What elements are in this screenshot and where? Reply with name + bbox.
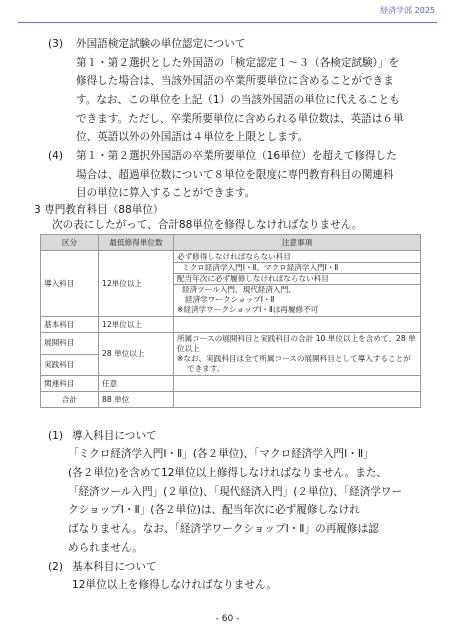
category-cell: 関連科目 (41, 376, 99, 392)
units-cell: 28 単位以上 (99, 333, 174, 376)
note2-number: (2) (48, 561, 64, 573)
note-line: 経済ツール入門、現代経済入門、 (174, 284, 420, 295)
note1-line: (各２単位)を含めて12単位以上修得しなければなりません。また、 (68, 467, 388, 479)
column-header: 区分 (41, 235, 99, 251)
table-row-intro (41, 251, 421, 317)
category-cell: 実践科目 (41, 354, 99, 376)
item4-line: 第１・第２選択外国語の卒業所要単位（16単位）を超えて修得した (76, 150, 397, 162)
note1-number: (1) (48, 430, 64, 442)
item3-line: 修得した場合は、当該外国語の卒業所要単位に含めることができま (76, 75, 394, 87)
note-line: ※なお、実践科目は全て所属コースの展開科目として導入することができます。 (177, 354, 411, 373)
column-header: 注意事項 (174, 235, 421, 251)
column-header: 最低修得単位数 (99, 235, 174, 251)
notes-cell (174, 333, 421, 376)
notes-cell (174, 317, 421, 333)
notes-cell (174, 392, 421, 408)
item3-line: す。なお、この単位を上記（1）の当該外国語の単位に代えることも (76, 94, 400, 106)
page-number: - 60 - (215, 614, 240, 624)
section3-intro: 次の表にしたがって、合計88単位を修得しなければなりません。 (52, 219, 363, 231)
requirements-table (40, 234, 420, 408)
note1-line: 「経済ツール入門」(２単位)、「現代経済入門」(２単位)、「経済学ワー (68, 486, 403, 498)
units-cell: 12単位以上 (99, 317, 174, 333)
notes-cell (174, 251, 421, 317)
item3-line: 第１・第２選択とした外国語の「検定認定１～３（各検定試験）」を (76, 57, 400, 69)
note1-heading: 導入科目について (72, 430, 157, 442)
note-line: 必ず修得しなければならない科目 (177, 252, 291, 261)
note2-heading: 基本科目について (72, 561, 157, 573)
note-line: 配当年次に必ず履修しなければならない科目 (174, 273, 420, 284)
note-line: ミクロ経済学入門Ⅰ・Ⅱ、マクロ経済学入門Ⅰ・Ⅱ (174, 262, 420, 273)
category-cell: 基本科目 (41, 317, 99, 333)
section3-heading: 3 専門教育科目（88単位） (34, 204, 164, 216)
item3-line: 位、英語以外の外国語は４単位を上限とします。 (76, 131, 309, 143)
note-line: ※経済学ワークショップⅠ・Ⅱは再履修不可 (177, 305, 319, 314)
note1-line: クショップⅠ・Ⅱ」(各２単位)は、配当年次に必ず履修しなけれ (68, 504, 360, 516)
category-cell: 導入科目 (41, 251, 99, 317)
table-row-development (41, 333, 421, 355)
item4-line: 場合は、超過単位数について８単位を限度に専門教育科目の関連科 (76, 169, 394, 181)
table-row-basic (41, 317, 421, 333)
table-header-row (41, 235, 421, 251)
table-row-total (41, 392, 421, 408)
note-line: 所属コースの展開科目と実践科目の合計 10 単位以上を含めて、28 単位以上 (177, 334, 416, 353)
item3-heading: 外国語検定試験の単位認定について (76, 38, 246, 50)
note-line: 経済学ワークショップⅠ・Ⅱ (185, 295, 275, 304)
category-cell: 合計 (41, 392, 99, 408)
page-header: 経済学部 2025 (380, 6, 435, 15)
item3-line: できます。ただし、卒業所要単位に含められる単位数は、英語は６単 (76, 113, 404, 125)
header-rule (18, 22, 437, 23)
category-cell: 展開科目 (41, 333, 99, 355)
units-cell: 任意 (99, 376, 174, 392)
item3-number: (3) (48, 38, 64, 50)
item4-line: 目の単位に算入することができます。 (76, 187, 256, 199)
note1-line: ばなりません。なお、「経済学ワークショップⅠ・Ⅱ」の再履修は認 (68, 523, 379, 535)
notes-cell (174, 376, 421, 392)
units-cell: 88 単位 (99, 392, 174, 408)
note1-line: められません。 (68, 542, 143, 554)
note2-line: 12単位以上を修得しなければなりません。 (72, 579, 277, 591)
note1-line: 「ミクロ経済学入門Ⅰ・Ⅱ」(各２単位)、「マクロ経済学入門Ⅰ・Ⅱ」 (68, 448, 374, 460)
units-cell: 12単位以上 (99, 251, 174, 317)
table-row-related (41, 376, 421, 392)
item4-number: (4) (48, 150, 64, 162)
